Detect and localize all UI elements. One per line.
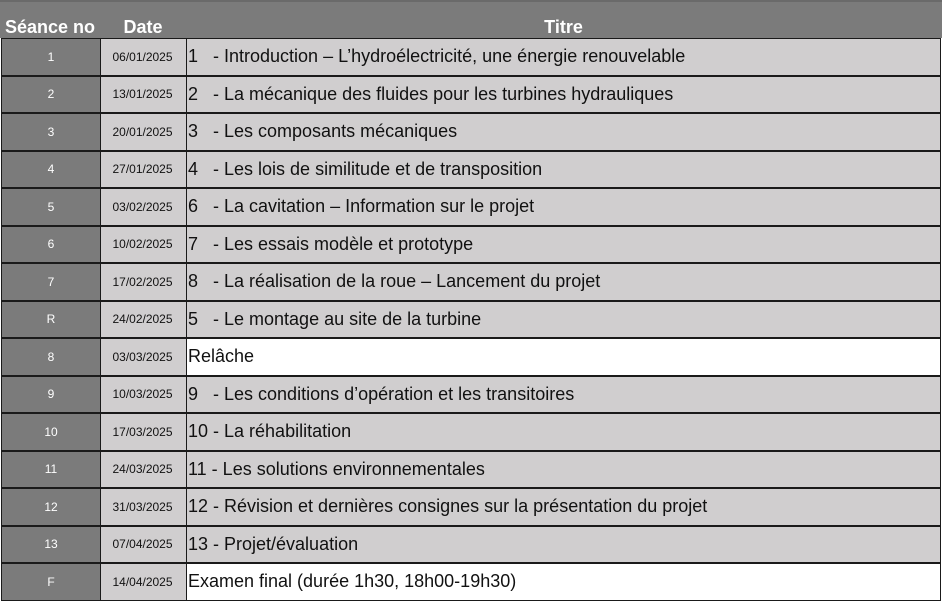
date-cell: 14/04/2025 (100, 563, 187, 601)
seance-number-cell: 4 (1, 151, 101, 189)
title-cell: 11 - Les solutions environnementales (186, 451, 941, 489)
seance-number-cell: 11 (1, 451, 101, 489)
seance-number-cell: 8 (1, 338, 101, 376)
date-cell: 03/02/2025 (100, 188, 187, 226)
seance-number-cell: R (1, 301, 101, 339)
date-cell: 24/03/2025 (100, 451, 187, 489)
date-cell: 31/03/2025 (100, 488, 187, 526)
table-row (1, 451, 942, 489)
date-cell: 07/04/2025 (100, 526, 187, 564)
title-cell: Examen final (durée 1h30, 18h00-19h30) (186, 563, 941, 601)
date-cell: 17/02/2025 (100, 263, 187, 301)
seance-number-cell: 2 (1, 76, 101, 114)
seance-number-cell: 6 (1, 226, 101, 264)
seance-number-cell: 13 (1, 526, 101, 564)
date-cell: 24/02/2025 (100, 301, 187, 339)
table-row (1, 338, 942, 376)
seance-number-cell: 3 (1, 113, 101, 151)
title-cell: 6 - La cavitation – Information sur le projet (186, 188, 941, 226)
table-row (1, 301, 942, 339)
table-row (1, 188, 942, 226)
date-cell: 10/02/2025 (100, 226, 187, 264)
table-body (1, 38, 942, 601)
table-row (1, 413, 942, 451)
table-row (1, 563, 942, 601)
title-cell: 5 - Le montage au site de la turbine (186, 301, 941, 339)
date-cell: 17/03/2025 (100, 413, 187, 451)
title-cell: 12 - Révision et dernières consignes sur la présentation du projet (186, 488, 941, 526)
table-row (1, 151, 942, 189)
title-cell: 10 - La réhabilitation (186, 413, 941, 451)
seance-number-cell: 5 (1, 188, 101, 226)
title-cell: Relâche (186, 338, 941, 376)
table-row (1, 38, 942, 76)
header-seance-no: Séance no (4, 17, 96, 37)
title-cell: 2 - La mécanique des fluides pour les turbines hydrauliques (186, 76, 941, 114)
table-row (1, 376, 942, 414)
title-cell: 8 - La réalisation de la roue – Lancement du projet (186, 263, 941, 301)
table-row (1, 526, 942, 564)
title-cell: 13 - Projet/évaluation (186, 526, 941, 564)
seance-number-cell: 7 (1, 263, 101, 301)
table-row (1, 488, 942, 526)
seance-number-cell: 1 (1, 38, 101, 76)
date-cell: 27/01/2025 (100, 151, 187, 189)
title-cell: 3 - Les composants mécaniques (186, 113, 941, 151)
seance-number-cell: 12 (1, 488, 101, 526)
table-header (0, 0, 942, 38)
table-row (1, 113, 942, 151)
date-cell: 06/01/2025 (100, 38, 187, 76)
seance-number-cell: F (1, 563, 101, 601)
date-cell: 10/03/2025 (100, 376, 187, 414)
header-title: Titre (544, 17, 583, 37)
title-cell: 4 - Les lois de similitude et de transposition (186, 151, 941, 189)
header-date: Date (123, 17, 163, 37)
table-row (1, 76, 942, 114)
table-row (1, 263, 942, 301)
title-cell: 7 - Les essais modèle et prototype (186, 226, 941, 264)
table-row (1, 226, 942, 264)
date-cell: 03/03/2025 (100, 338, 187, 376)
title-cell: 1 - Introduction – L’hydroélectricité, une énergie renouvelable (186, 38, 941, 76)
date-cell: 20/01/2025 (100, 113, 187, 151)
seance-number-cell: 9 (1, 376, 101, 414)
date-cell: 13/01/2025 (100, 76, 187, 114)
seance-number-cell: 10 (1, 413, 101, 451)
title-cell: 9 - Les conditions d’opération et les transitoires (186, 376, 941, 414)
